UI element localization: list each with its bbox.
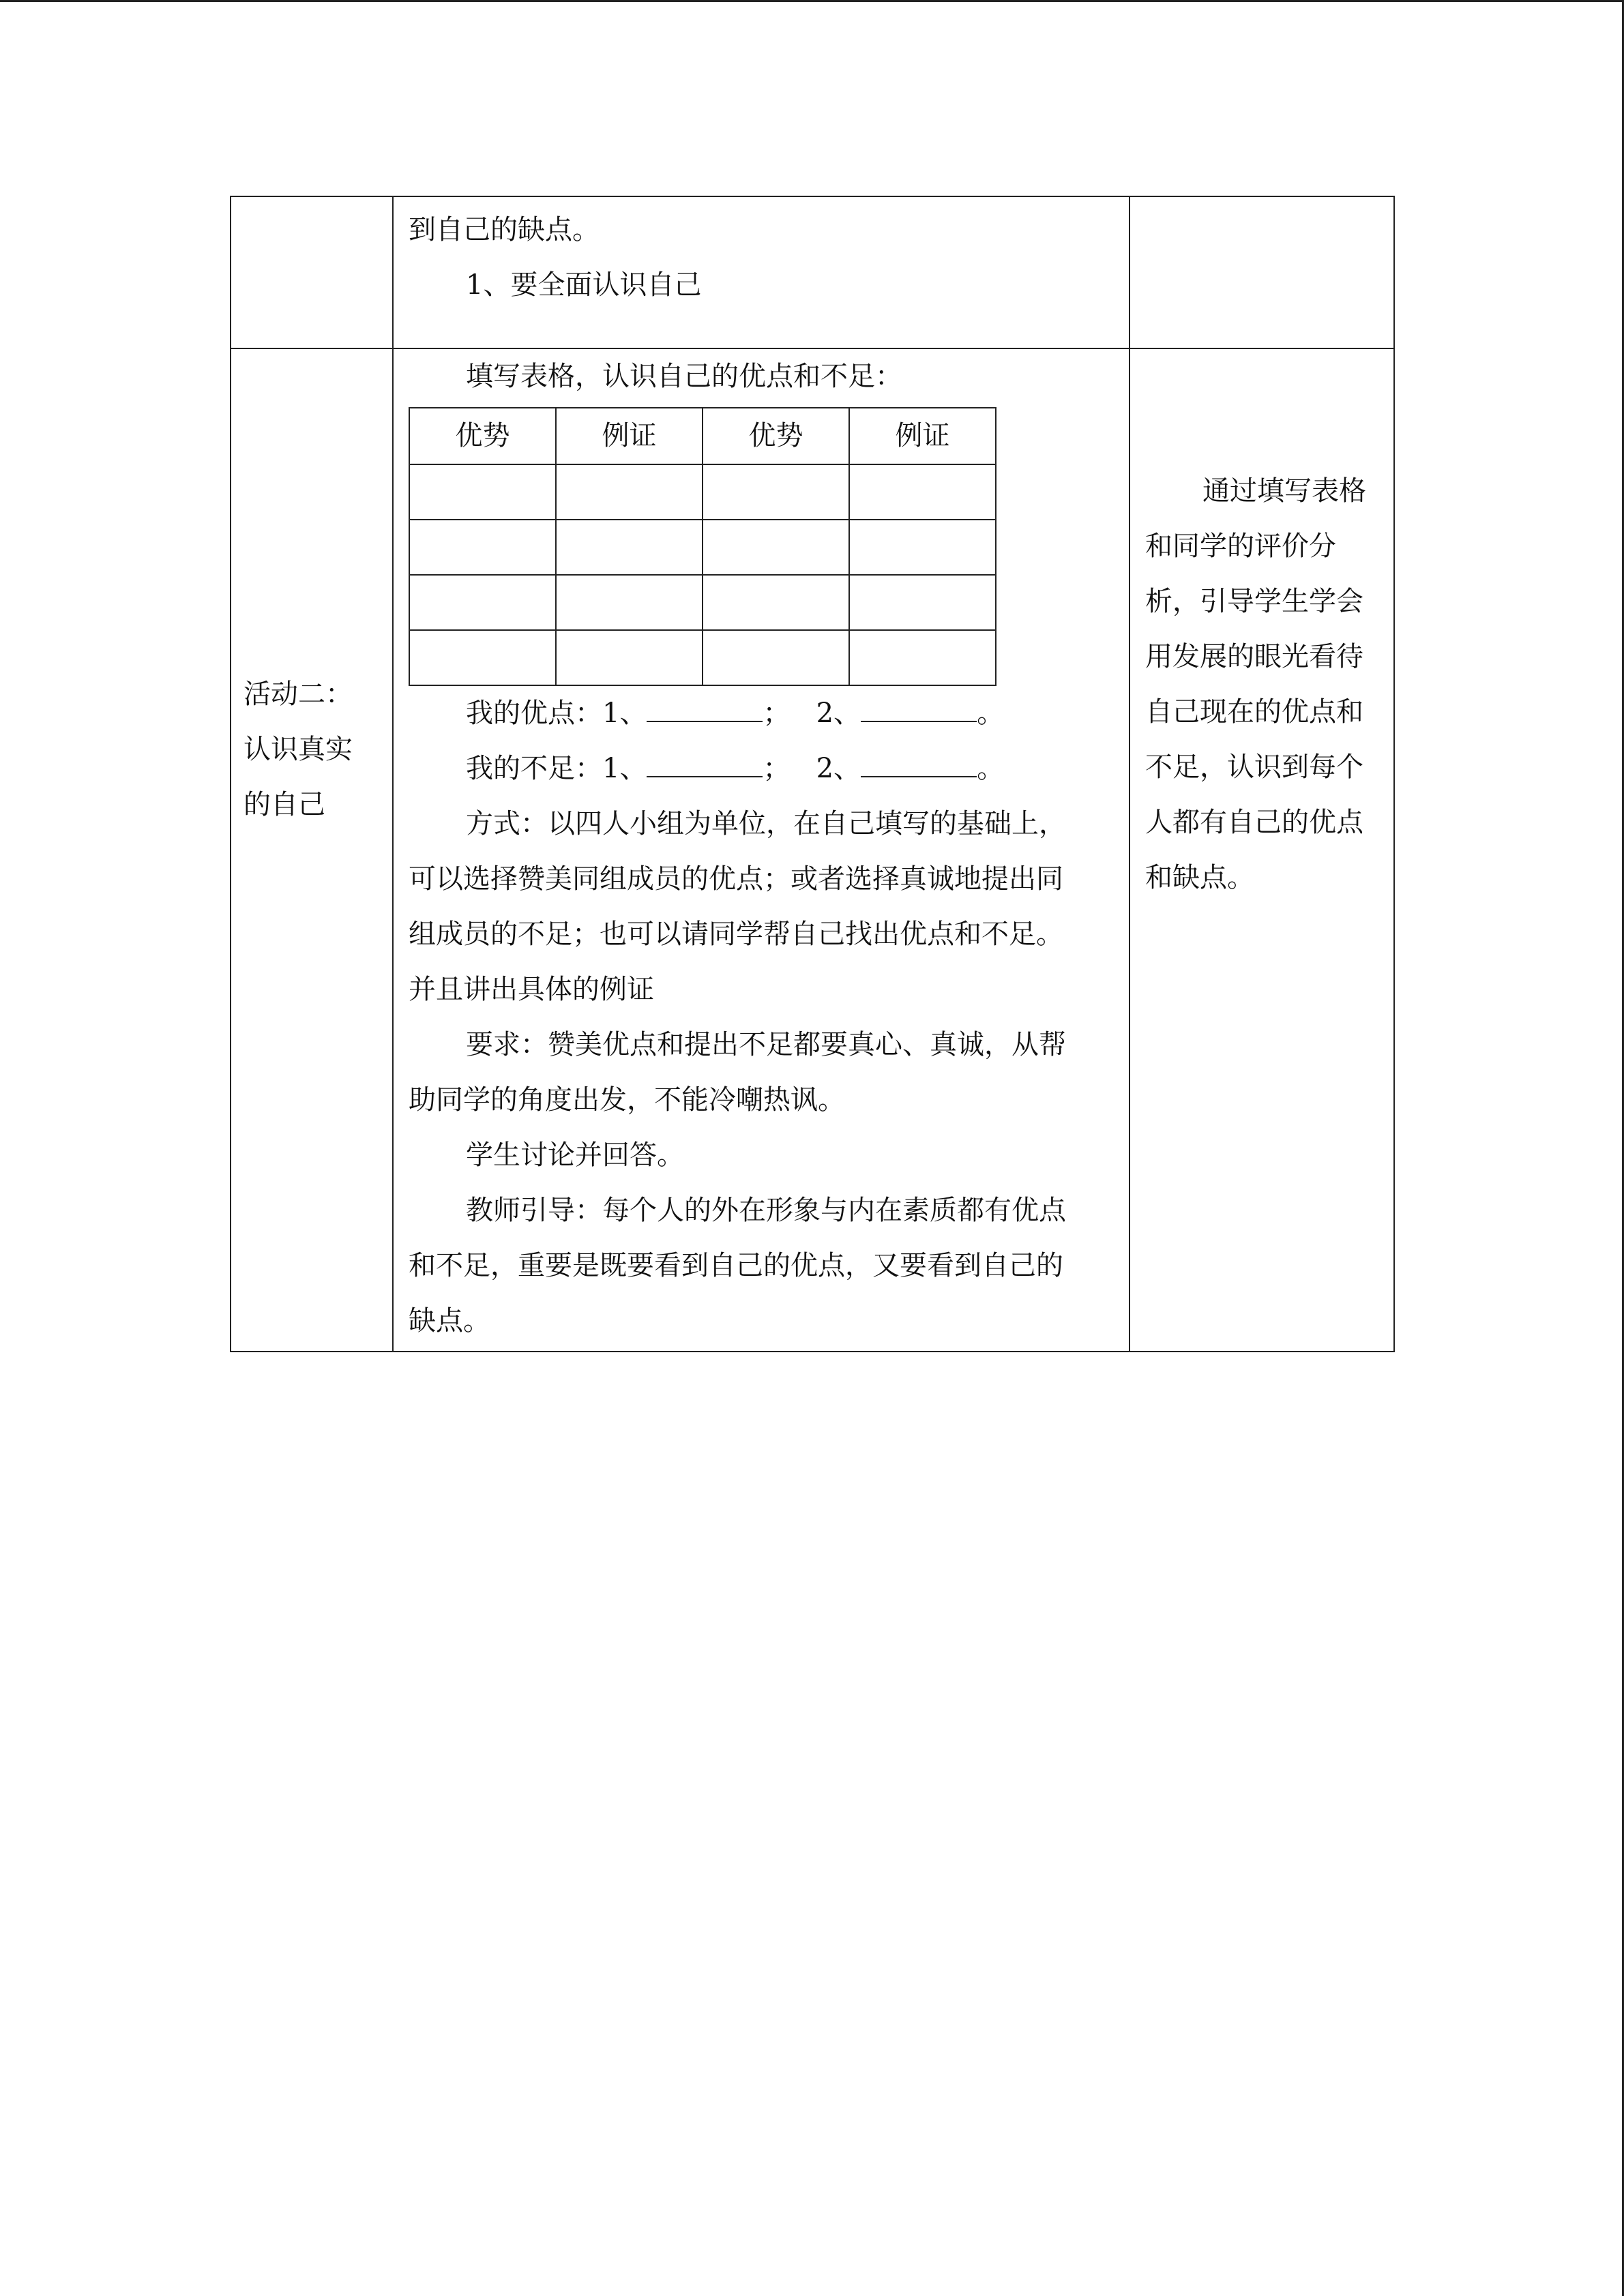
activity-content-cell — [393, 348, 1130, 1352]
method-line-3: 组成员的不足；也可以请同学帮自己找出优点和不足。 — [409, 919, 1063, 950]
inner-table-cell — [409, 520, 556, 575]
header-evidence-2: 例证 — [849, 408, 996, 464]
design-note-line-7: 人都有自己的优点 — [1145, 807, 1363, 838]
inner-table-cell — [409, 630, 556, 685]
strengths-end: 。 — [977, 698, 1005, 729]
activity-label-line-1: 活动二： — [243, 679, 353, 710]
inner-table-cell — [556, 520, 703, 575]
activity-label-cell — [231, 348, 393, 1352]
inner-table-cell — [556, 464, 703, 520]
teacher-guide-line-2: 和不足，重要是既要看到自己的优点，又要看到自己的 — [409, 1250, 1063, 1281]
activity-label-line-3: 的自己 — [243, 789, 325, 820]
inner-table-cell — [556, 630, 703, 685]
strengths-label: 我的优点： — [466, 698, 602, 729]
lesson-plan-table — [230, 196, 1395, 1352]
strengths-item-2-num: 2、 — [816, 698, 861, 729]
page-top-border — [0, 0, 1624, 2]
weaknesses-blank-2[interactable] — [861, 751, 977, 777]
inner-table-cell — [703, 520, 849, 575]
strengths-blank-1[interactable] — [647, 696, 763, 722]
inner-table-cell — [703, 575, 849, 630]
row1-line-2: 1、要全面认识自己 — [466, 269, 702, 301]
discussion-line: 学生讨论并回答。 — [466, 1139, 684, 1171]
design-note-line-3: 析，引导学生学会 — [1145, 586, 1363, 617]
activity-label-line-2: 认识真实 — [243, 734, 353, 765]
inner-table-cell — [409, 575, 556, 630]
weaknesses-line — [409, 741, 1114, 796]
inner-table-cell — [849, 575, 996, 630]
strengths-evidence-table — [409, 407, 996, 686]
weaknesses-item-1-num: 1、 — [602, 753, 647, 784]
design-note-line-8: 和缺点。 — [1145, 862, 1254, 893]
design-note-line-1: 通过填写表格 — [1202, 475, 1366, 507]
row1-activity-cell — [231, 196, 393, 348]
weaknesses-blank-1[interactable] — [647, 751, 763, 777]
table-row-continuation — [231, 196, 1394, 348]
weaknesses-end: 。 — [977, 753, 1005, 784]
inner-table-cell — [849, 630, 996, 685]
teacher-guide-line-1: 教师引导：每个人的外在形象与内在素质都有优点 — [466, 1195, 1066, 1226]
weaknesses-item-2-num: 2、 — [816, 753, 861, 784]
strengths-item-1-num: 1、 — [602, 698, 647, 729]
requirement-line-1: 要求：赞美优点和提出不足都要真心、真诚，从帮 — [466, 1029, 1066, 1060]
design-note-line-5: 自己现在的优点和 — [1145, 696, 1363, 728]
design-note-line-2: 和同学的评价分 — [1145, 531, 1336, 562]
design-note-line-4: 用发展的眼光看待 — [1145, 641, 1363, 672]
inner-table-row — [409, 520, 996, 575]
weaknesses-label: 我的不足： — [466, 753, 602, 784]
inner-table-cell — [409, 464, 556, 520]
inner-table-cell — [849, 464, 996, 520]
inner-table-row — [409, 575, 996, 630]
design-note-cell — [1130, 348, 1394, 1352]
design-note-line-6: 不足，认识到每个 — [1145, 751, 1363, 783]
row1-content-cell — [393, 196, 1130, 348]
inner-table-row — [409, 464, 996, 520]
inner-table-cell — [703, 630, 849, 685]
requirement-line-2: 助同学的角度出发，不能冷嘲热讽。 — [409, 1084, 845, 1116]
strengths-separator: ； — [763, 698, 791, 729]
inner-table-header-row — [409, 408, 996, 464]
intro-text: 填写表格，认识自己的优点和不足： — [466, 361, 902, 392]
inner-table-row — [409, 630, 996, 685]
teacher-guide-line-3: 缺点。 — [409, 1305, 490, 1337]
weaknesses-separator: ； — [763, 753, 791, 784]
header-strength-1: 优势 — [409, 408, 556, 464]
inner-table-cell — [556, 575, 703, 630]
inner-table-cell — [703, 464, 849, 520]
inner-table-cell — [849, 520, 996, 575]
strengths-line — [409, 686, 1114, 741]
table-row-activity-two — [231, 348, 1394, 1352]
row1-note-cell — [1130, 196, 1394, 348]
method-line-2: 可以选择赞美同组成员的优点；或者选择真诚地提出同 — [409, 863, 1063, 895]
method-line-4: 并且讲出具体的例证 — [409, 974, 654, 1005]
header-evidence-1: 例证 — [556, 408, 703, 464]
strengths-blank-2[interactable] — [861, 696, 977, 722]
header-strength-2: 优势 — [703, 408, 849, 464]
method-line-1: 方式：以四人小组为单位，在自己填写的基础上， — [466, 808, 1066, 839]
row1-line-1: 到自己的缺点。 — [409, 214, 600, 245]
